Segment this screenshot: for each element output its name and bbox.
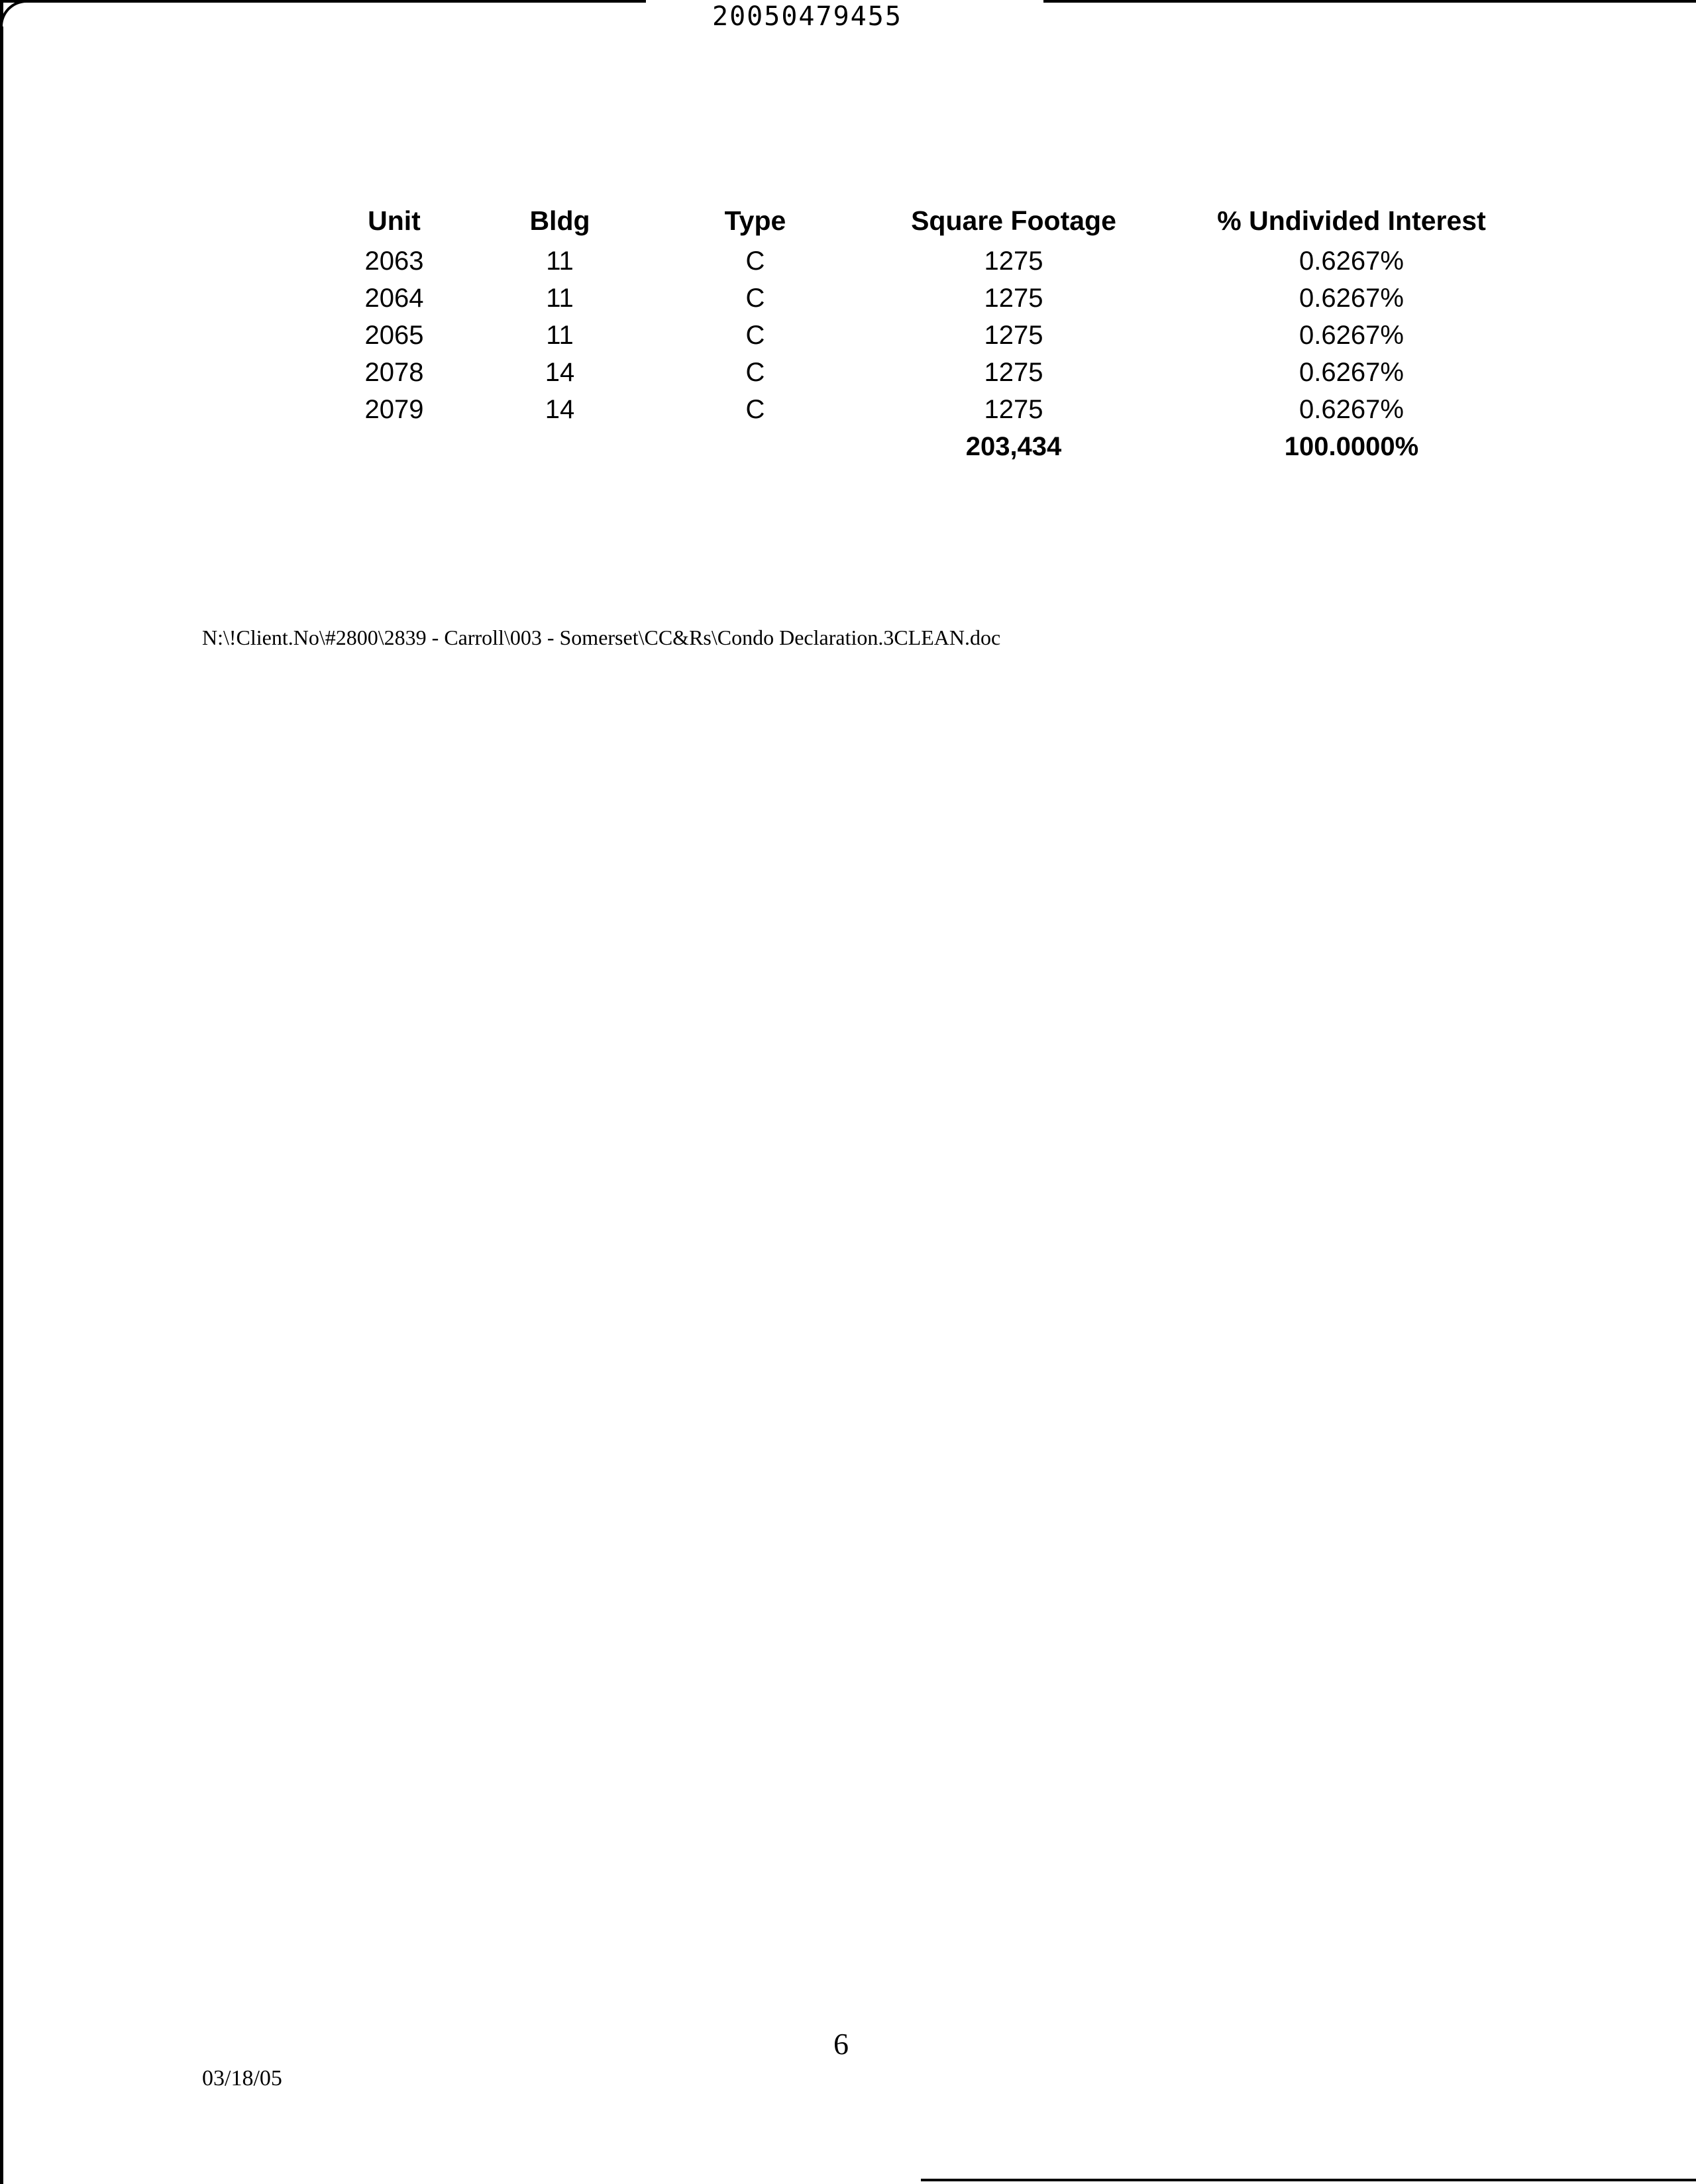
cell-bldg: 11 xyxy=(546,283,574,313)
table-row xyxy=(311,243,1544,280)
column-header-unit: Unit xyxy=(368,205,421,236)
cell-square-footage: 1275 xyxy=(984,246,1043,276)
cell-square-footage: 1275 xyxy=(984,283,1043,313)
page-date: 03/18/05 xyxy=(202,2066,282,2091)
table-row xyxy=(311,280,1544,317)
cell-undivided-interest: 0.6267% xyxy=(1299,283,1404,313)
cell-undivided-interest: 0.6267% xyxy=(1299,394,1404,424)
cell-unit: 2064 xyxy=(364,283,424,313)
cell-type: C xyxy=(745,320,765,350)
scan-edge-top xyxy=(0,0,646,3)
cell-bldg: 14 xyxy=(545,357,575,387)
scan-edge-left xyxy=(0,0,3,2184)
table-row xyxy=(311,354,1544,391)
column-header-bldg: Bldg xyxy=(529,205,590,236)
cell-square-footage: 1275 xyxy=(984,320,1043,350)
cell-bldg: 11 xyxy=(546,320,574,350)
cell-unit: 2065 xyxy=(364,320,424,350)
cell-undivided-interest: 0.6267% xyxy=(1299,320,1404,350)
cell-type: C xyxy=(745,394,765,424)
totals-row xyxy=(311,428,1544,465)
table-row xyxy=(311,391,1544,428)
cell-type: C xyxy=(745,357,765,387)
cell-unit: 2063 xyxy=(364,246,424,276)
cell-undivided-interest: 0.6267% xyxy=(1299,246,1404,276)
cell-square-footage: 1275 xyxy=(984,357,1043,387)
scan-edge-bottom xyxy=(921,2179,1696,2181)
cell-type: C xyxy=(745,283,765,313)
scan-corner xyxy=(0,0,26,27)
scan-edge-top xyxy=(1043,0,1696,3)
cell-undivided-interest: 0.6267% xyxy=(1299,357,1404,387)
total-undivided-interest: 100.0000% xyxy=(1284,431,1419,461)
cell-square-footage: 1275 xyxy=(984,394,1043,424)
table-header-row xyxy=(311,199,1544,243)
page-number: 6 xyxy=(833,2027,849,2061)
table-row xyxy=(311,317,1544,354)
cell-unit: 2078 xyxy=(364,357,424,387)
cell-bldg: 14 xyxy=(545,394,575,424)
column-header-type: Type xyxy=(724,205,786,236)
total-square-footage: 203,434 xyxy=(965,431,1062,461)
column-header-undivided-interest: % Undivided Interest xyxy=(1217,205,1486,236)
cell-type: C xyxy=(745,246,765,276)
cell-bldg: 11 xyxy=(546,246,574,276)
file-path: N:\!Client.No\#2800\2839 - Carroll\003 - Somerset\CC&Rs\Condo Declaration.3CLEAN.doc xyxy=(202,626,1001,649)
document-number: 20050479455 xyxy=(712,1,902,32)
column-header-square-footage: Square Footage xyxy=(911,205,1116,236)
cell-unit: 2079 xyxy=(364,394,424,424)
units-table xyxy=(311,199,1544,465)
